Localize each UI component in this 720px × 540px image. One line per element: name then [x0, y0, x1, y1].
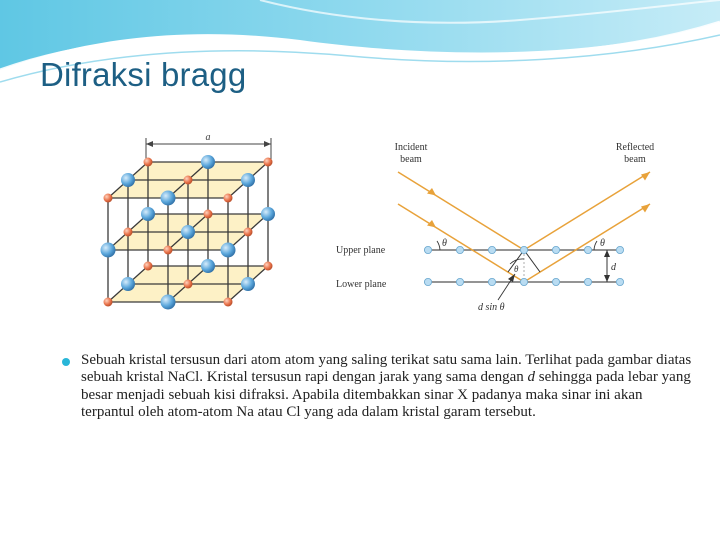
incident-beam-label-2: beam	[400, 154, 422, 165]
reflected-beam-label-1: Reflected	[615, 142, 655, 153]
paragraph-text-part1: Sebuah kristal tersusun dari atom atom yang saling terikat satu sama lain. Terlihat pada gambar diatas sebuah kristal NaCl. Kristal tersusun rapi dengan jarak yang sama dengan	[81, 352, 692, 386]
paragraph-d-symbol: d	[527, 369, 536, 386]
incident-beam-label-1: Incident	[394, 142, 428, 153]
body-paragraph	[81, 352, 692, 422]
bragg-figure	[86, 110, 676, 318]
bullet-item	[62, 352, 692, 422]
theta-reflected-label: θ	[600, 238, 605, 249]
content-area	[62, 352, 692, 422]
paragraph-text-part2: sehingga pada lebar yang besar menjadi sebuah kisi difraksi. Apabila ditembakkan sinar X padanya maka sinar ini akan terpantul oleh atom-atom Na atau Cl yang ada dalam kristal garam tersebut.	[81, 369, 691, 421]
d-spacing-label: d	[611, 262, 616, 273]
lattice-a-label: a	[205, 132, 211, 143]
d-sin-theta-label: d sin θ	[478, 302, 505, 313]
reflected-beam-label-2: beam	[624, 154, 646, 165]
bullet-icon	[62, 358, 70, 366]
theta-incident-label: θ	[442, 238, 447, 249]
theta-inner-label: θ	[514, 264, 519, 274]
lower-plane-label: Lower plane	[336, 279, 387, 290]
slide-title: Difraksi bragg	[40, 56, 247, 93]
upper-plane-label: Upper plane	[336, 245, 386, 256]
